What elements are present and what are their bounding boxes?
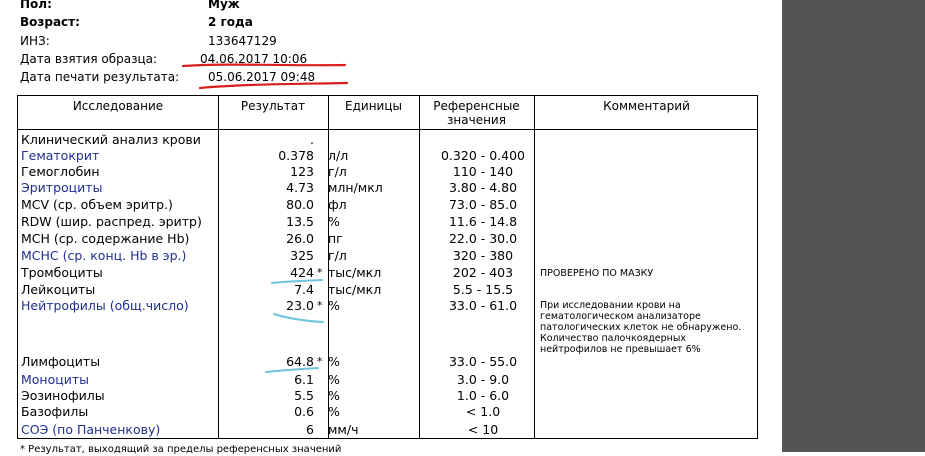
row-ref: 110 - 140: [452, 164, 514, 179]
row-unit: млн/мкл: [328, 180, 383, 195]
row-result: 424: [290, 265, 314, 280]
age-label: Возраст:: [20, 15, 80, 29]
row-unit: %: [328, 388, 340, 403]
row-ref: 33.0 - 55.0: [448, 354, 518, 369]
row-result: .: [310, 132, 314, 147]
row-result: 123: [290, 164, 314, 179]
row-result: 64.8: [286, 354, 314, 369]
row-ref: < 1.0: [465, 404, 501, 419]
row-unit: %: [328, 404, 340, 419]
print-date-value: 05.06.2017 09:48: [208, 70, 316, 84]
row-name: Тромбоциты: [21, 265, 103, 280]
table-row: [18, 422, 758, 438]
row-ref: 11.6 - 14.8: [448, 214, 518, 229]
row-flag: *: [317, 266, 323, 279]
footnote: * Результат, выходящий за пределы референсных значений: [20, 444, 342, 455]
row-unit: л/л: [328, 148, 349, 163]
row-name: Лейкоциты: [21, 282, 96, 297]
row-result: 26.0: [286, 231, 314, 246]
table-row: [18, 164, 758, 180]
row-ref: 320 - 380: [452, 248, 514, 263]
table-row: [18, 180, 758, 196]
row-result: 6: [306, 422, 314, 437]
row-unit: г/л: [328, 164, 347, 179]
header-underline: [18, 129, 757, 130]
table-row: [18, 214, 758, 230]
row-unit: пг: [328, 231, 343, 246]
row-result: 5.5: [294, 388, 314, 403]
row-unit: %: [328, 298, 340, 313]
row-unit: тыс/мкл: [328, 282, 382, 297]
header-reference-line2: значения: [447, 113, 506, 127]
table-row: [18, 354, 758, 370]
row-unit: %: [328, 214, 340, 229]
row-name: Клинический анализ крови: [21, 132, 201, 147]
row-name: Гемоглобин: [21, 164, 100, 179]
header-comment: Комментарий: [603, 99, 690, 113]
row-unit: г/л: [328, 248, 347, 263]
row-flag: *: [317, 299, 323, 312]
row-unit: %: [328, 354, 340, 369]
row-name: Эозинофилы: [21, 388, 105, 403]
row-result: 80.0: [286, 197, 314, 212]
inz-value: 133647129: [208, 34, 277, 48]
table-row: [18, 388, 758, 404]
row-ref: 0.320 - 0.400: [440, 148, 526, 163]
row-unit: фл: [328, 197, 347, 212]
row-ref: 3.80 - 4.80: [448, 180, 518, 195]
row-ref: 3.0 - 9.0: [456, 372, 510, 387]
row-unit: %: [328, 372, 340, 387]
table-row: [18, 404, 758, 420]
row-name: Гематокрит: [21, 148, 100, 163]
dark-side-panel: [782, 0, 925, 452]
row-result: 4.73: [286, 180, 314, 195]
row-result: 7.4: [294, 282, 314, 297]
sex-value: Муж: [208, 0, 240, 11]
inz-label: ИНЗ:: [20, 34, 50, 48]
age-value: 2 года: [208, 15, 253, 29]
row-result: 0.6: [294, 404, 314, 419]
sample-date-label: Дата взятия образца:: [20, 52, 158, 66]
sex-label: Пол:: [20, 0, 52, 11]
table-row: [18, 132, 758, 148]
row-result: 23.0: [286, 298, 314, 313]
row-name: Моноциты: [21, 372, 90, 387]
row-name: Нейтрофилы (общ.число): [21, 298, 189, 313]
row-name: Базофилы: [21, 404, 89, 419]
results-table: [17, 95, 758, 439]
row-name: Лимфоциты: [21, 354, 101, 369]
row-result: 325: [290, 248, 314, 263]
header-reference-line1: Референсные: [433, 99, 520, 113]
row-ref: 202 - 403: [452, 265, 514, 280]
table-row: [18, 248, 758, 264]
row-ref: < 10: [467, 422, 499, 437]
header-reference: [419, 99, 534, 127]
row-name: MCHC (ср. конц. Hb в эр.): [21, 248, 187, 263]
row-flag: *: [317, 355, 323, 368]
row-result: 0.378: [278, 148, 314, 163]
header-units: Единицы: [345, 99, 402, 113]
header-study: Исследование: [72, 99, 164, 113]
row-ref: 1.0 - 6.0: [456, 388, 510, 403]
header-result: Результат: [240, 99, 306, 113]
table-row: [18, 197, 758, 213]
row-name: MCV (ср. объем эритр.): [21, 197, 173, 212]
row-unit: мм/ч: [328, 422, 359, 437]
table-row: [18, 372, 758, 388]
row-ref: 5.5 - 15.5: [452, 282, 514, 297]
row-result: 13.5: [286, 214, 314, 229]
comment-platelets: ПРОВЕРЕНО ПО МАЗКУ: [540, 268, 654, 279]
table-row: [18, 148, 758, 164]
comment-neutrophils: При исследовании крови на гематологическом анализаторе патологических клеток не обнаружено. Количество палочкоядерных нейтрофилов не превышает 6%: [540, 300, 742, 355]
row-name: RDW (шир. распред. эритр): [21, 214, 202, 229]
row-ref: 73.0 - 85.0: [448, 197, 518, 212]
row-result: 6.1: [294, 372, 314, 387]
row-name: СОЭ (по Панченкову): [21, 422, 161, 437]
print-date-label: Дата печати результата:: [20, 70, 180, 84]
table-row: [18, 282, 758, 298]
table-row: [18, 231, 758, 247]
sample-date-value: 04.06.2017 10:06: [200, 52, 308, 66]
row-ref: 22.0 - 30.0: [448, 231, 518, 246]
row-ref: 33.0 - 61.0: [448, 298, 518, 313]
row-unit: тыс/мкл: [328, 265, 382, 280]
row-name: Эритроциты: [21, 180, 103, 195]
row-name: MCH (ср. содержание Hb): [21, 231, 190, 246]
